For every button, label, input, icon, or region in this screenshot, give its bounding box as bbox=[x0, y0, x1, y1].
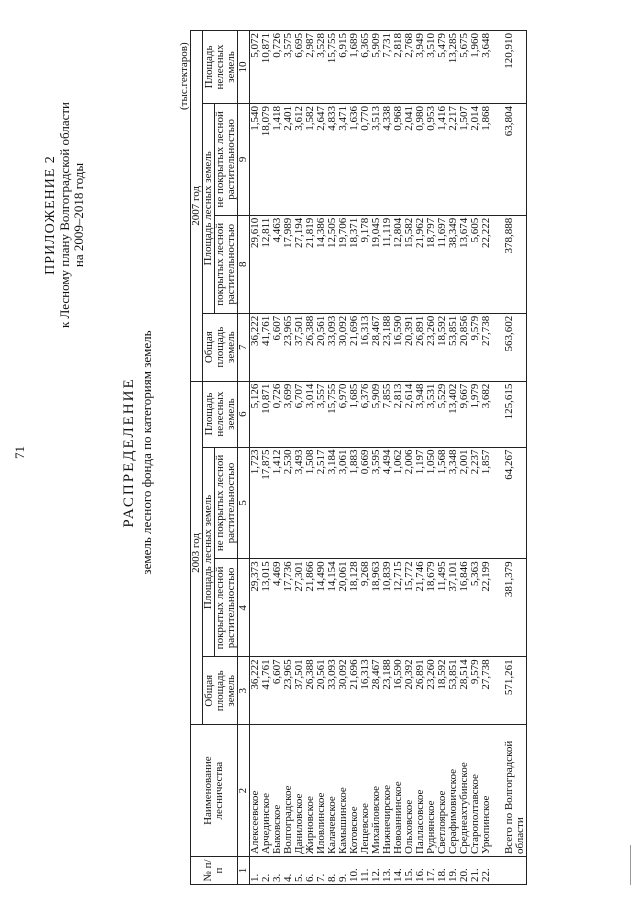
value-cell: 1,197 bbox=[415, 447, 426, 559]
value-cell: 14,154 bbox=[327, 559, 338, 657]
forestry-name: Михайловское bbox=[371, 725, 382, 857]
row-number: 11. bbox=[360, 857, 371, 885]
value-cell: 3,528 bbox=[316, 31, 327, 104]
value-cell: 12,804 bbox=[393, 215, 404, 313]
value-cell: 6,365 bbox=[360, 31, 371, 104]
value-cell: 1,685 bbox=[349, 381, 360, 447]
value-cell: 33,093 bbox=[327, 657, 338, 725]
value-cell: 18,592 bbox=[437, 657, 448, 725]
value-cell: 2,813 bbox=[393, 381, 404, 447]
total-blank bbox=[492, 857, 527, 885]
value-cell: 14,490 bbox=[316, 559, 327, 657]
value-cell: 4,494 bbox=[382, 447, 393, 559]
value-cell: 3,595 bbox=[371, 447, 382, 559]
row-number: 10. bbox=[349, 857, 360, 885]
value-cell: 4,469 bbox=[272, 559, 283, 657]
value-cell: 18,128 bbox=[349, 559, 360, 657]
value-cell: 0,953 bbox=[426, 103, 437, 215]
value-cell: 1,883 bbox=[349, 447, 360, 559]
value-cell: 23,188 bbox=[382, 313, 393, 381]
value-cell: 19,706 bbox=[338, 215, 349, 313]
value-cell: 3,510 bbox=[426, 31, 437, 104]
header-forest-area-2003: Площадь лесных земель bbox=[203, 447, 215, 657]
value-cell: 3,682 bbox=[481, 381, 492, 447]
forestry-name: Палласовское bbox=[415, 725, 426, 857]
column-number: 2 bbox=[238, 725, 250, 857]
forestry-name: Нижнечирское bbox=[382, 725, 393, 857]
header-name: Наименование лесничества bbox=[191, 725, 238, 857]
value-cell: 23,188 bbox=[382, 657, 393, 725]
value-cell: 3,014 bbox=[305, 381, 316, 447]
value-cell: 9,178 bbox=[360, 215, 371, 313]
header-total-area-2003: Общая площадь земель bbox=[203, 657, 238, 725]
total-row bbox=[492, 31, 527, 885]
total-value: 120,910 bbox=[492, 31, 527, 104]
value-cell: 23,260 bbox=[426, 313, 437, 381]
value-cell: 3,513 bbox=[371, 103, 382, 215]
value-cell: 11,495 bbox=[437, 559, 448, 657]
row-number: 1. bbox=[250, 857, 262, 885]
appendix-line-2: на 2009–2018 годы bbox=[71, 162, 86, 268]
total-value: 571,261 bbox=[492, 657, 527, 725]
forestry-name: Старополтавское bbox=[470, 725, 481, 857]
value-cell: 1,508 bbox=[305, 447, 316, 559]
value-cell: 22,222 bbox=[481, 215, 492, 313]
heading-block bbox=[122, 0, 154, 905]
forestry-name: Светлоярское bbox=[437, 725, 448, 857]
value-cell: 16,313 bbox=[360, 657, 371, 725]
row-number: 20. bbox=[459, 857, 470, 885]
value-cell: 18,679 bbox=[426, 559, 437, 657]
value-cell: 0,669 bbox=[360, 447, 371, 559]
value-cell: 36,222 bbox=[250, 313, 262, 381]
value-cell: 12,505 bbox=[327, 215, 338, 313]
value-cell: 1,416 bbox=[437, 103, 448, 215]
value-cell: 33,093 bbox=[327, 313, 338, 381]
units-label: (тыс.гектаров) bbox=[178, 42, 190, 110]
value-cell: 2,530 bbox=[283, 447, 294, 559]
column-number: 6 bbox=[238, 381, 250, 447]
value-cell: 0,980 bbox=[415, 103, 426, 215]
value-cell: 21,746 bbox=[415, 559, 426, 657]
forestry-name: Жирновское bbox=[305, 725, 316, 857]
value-cell: 6,695 bbox=[294, 31, 305, 104]
value-cell: 3,949 bbox=[415, 31, 426, 104]
value-cell: 2,006 bbox=[404, 447, 415, 559]
value-cell: 17,875 bbox=[261, 447, 272, 559]
row-number: 6. bbox=[305, 857, 316, 885]
value-cell: 2,001 bbox=[459, 447, 470, 559]
row-number: 22. bbox=[481, 857, 492, 885]
value-cell: 20,561 bbox=[316, 313, 327, 381]
value-cell: 13,285 bbox=[448, 31, 459, 104]
value-cell: 21,866 bbox=[305, 559, 316, 657]
column-number: 4 bbox=[238, 559, 250, 657]
value-cell: 0,968 bbox=[393, 103, 404, 215]
value-cell: 10,871 bbox=[261, 31, 272, 104]
page-subtitle: земель лесного фонда по категориям земель bbox=[139, 330, 154, 575]
value-cell: 12,811 bbox=[261, 215, 272, 313]
column-number: 10 bbox=[238, 31, 250, 104]
row-number: 18. bbox=[437, 857, 448, 885]
row-number: 17. bbox=[426, 857, 437, 885]
value-cell: 6,376 bbox=[360, 381, 371, 447]
forestry-name: Ольховское bbox=[404, 725, 415, 857]
total-value: 381,379 bbox=[492, 559, 527, 657]
value-cell: 1,868 bbox=[481, 103, 492, 215]
value-cell: 7,731 bbox=[382, 31, 393, 104]
forestry-name: Новоаннинское bbox=[393, 725, 404, 857]
value-cell: 20,391 bbox=[404, 313, 415, 381]
value-cell: 0,726 bbox=[272, 31, 283, 104]
value-cell: 26,891 bbox=[415, 313, 426, 381]
value-cell: 28,467 bbox=[371, 657, 382, 725]
value-cell: 2,517 bbox=[316, 447, 327, 559]
value-cell: 3,557 bbox=[316, 381, 327, 447]
value-cell: 27,301 bbox=[294, 559, 305, 657]
value-cell: 17,736 bbox=[283, 559, 294, 657]
total-label: Всего по Волгоградской области bbox=[492, 725, 527, 857]
value-cell: 15,755 bbox=[327, 31, 338, 104]
value-cell: 27,738 bbox=[481, 313, 492, 381]
value-cell: 1,636 bbox=[349, 103, 360, 215]
value-cell: 1,979 bbox=[470, 381, 481, 447]
value-cell: 5,529 bbox=[437, 381, 448, 447]
value-cell: 3,184 bbox=[327, 447, 338, 559]
row-number: 19. bbox=[448, 857, 459, 885]
column-number: 8 bbox=[238, 215, 250, 313]
value-cell: 15,755 bbox=[327, 381, 338, 447]
value-cell: 1,418 bbox=[272, 103, 283, 215]
value-cell: 1,857 bbox=[481, 447, 492, 559]
value-cell: 18,963 bbox=[371, 559, 382, 657]
value-cell: 1,689 bbox=[349, 31, 360, 104]
table-row bbox=[481, 31, 492, 885]
value-cell: 21,819 bbox=[305, 215, 316, 313]
column-number: 9 bbox=[238, 103, 250, 215]
value-cell: 1,412 bbox=[272, 447, 283, 559]
value-cell: 38,349 bbox=[448, 215, 459, 313]
value-cell: 10,839 bbox=[382, 559, 393, 657]
forestry-name: Урюпинское bbox=[481, 725, 492, 857]
value-cell: 27,738 bbox=[481, 657, 492, 725]
value-cell: 20,561 bbox=[316, 657, 327, 725]
value-cell: 3,699 bbox=[283, 381, 294, 447]
column-number: 1 bbox=[238, 857, 250, 885]
value-cell: 19,045 bbox=[371, 215, 382, 313]
value-cell: 37,101 bbox=[448, 559, 459, 657]
row-number: 5. bbox=[294, 857, 305, 885]
header-nonforest-2003: Площадь нелесных земель bbox=[203, 381, 238, 447]
value-cell: 6,607 bbox=[272, 657, 283, 725]
value-cell: 4,833 bbox=[327, 103, 338, 215]
forestry-name: Калачевское bbox=[327, 725, 338, 857]
value-cell: 3,471 bbox=[338, 103, 349, 215]
row-number: 16. bbox=[415, 857, 426, 885]
total-value: 125,615 bbox=[492, 381, 527, 447]
row-number: 7. bbox=[316, 857, 327, 885]
value-cell: 2,401 bbox=[283, 103, 294, 215]
value-cell: 2,217 bbox=[448, 103, 459, 215]
value-cell: 20,061 bbox=[338, 559, 349, 657]
value-cell: 1,507 bbox=[459, 103, 470, 215]
value-cell: 13,402 bbox=[448, 381, 459, 447]
value-cell: 5,909 bbox=[371, 381, 382, 447]
header-not-covered-2003: не покрытых лесной растительностью bbox=[215, 447, 238, 559]
value-cell: 2,987 bbox=[305, 31, 316, 104]
value-cell: 21,962 bbox=[415, 215, 426, 313]
value-cell: 3,948 bbox=[415, 381, 426, 447]
header-no: № п/п bbox=[191, 857, 238, 885]
value-cell: 3,531 bbox=[426, 381, 437, 447]
value-cell: 1,723 bbox=[250, 447, 262, 559]
value-cell: 18,371 bbox=[349, 215, 360, 313]
value-cell: 4,338 bbox=[382, 103, 393, 215]
page-title: РАСПРЕДЕЛЕНИЕ bbox=[121, 377, 137, 528]
value-cell: 1,582 bbox=[305, 103, 316, 215]
value-cell: 10,871 bbox=[261, 381, 272, 447]
total-value: 64,267 bbox=[492, 447, 527, 559]
row-number: 21. bbox=[470, 857, 481, 885]
value-cell: 14,386 bbox=[316, 215, 327, 313]
appendix-line-1: к Лесному плану Волгоградской области bbox=[57, 101, 72, 329]
value-cell: 20,392 bbox=[404, 657, 415, 725]
value-cell: 23,260 bbox=[426, 657, 437, 725]
total-value: 563,602 bbox=[492, 313, 527, 381]
value-cell: 15,582 bbox=[404, 215, 415, 313]
value-cell: 9,579 bbox=[470, 657, 481, 725]
value-cell: 9,579 bbox=[470, 313, 481, 381]
value-cell: 23,965 bbox=[283, 657, 294, 725]
forest-land-table bbox=[190, 30, 527, 885]
total-value: 378,888 bbox=[492, 215, 527, 313]
row-number: 4. bbox=[283, 857, 294, 885]
value-cell: 7,855 bbox=[382, 381, 393, 447]
header-forest-area-2007: Площадь лесных земель bbox=[203, 103, 215, 313]
row-number: 9. bbox=[338, 857, 349, 885]
value-cell: 28,514 bbox=[459, 657, 470, 725]
header-not-covered-2007: не покрытых лесной растительностью bbox=[215, 103, 238, 215]
forestry-name: Алексеевское bbox=[250, 725, 262, 857]
value-cell: 29,610 bbox=[250, 215, 262, 313]
value-cell: 53,851 bbox=[448, 657, 459, 725]
value-cell: 18,797 bbox=[426, 215, 437, 313]
page-number: 71 bbox=[12, 446, 27, 459]
value-cell: 22,199 bbox=[481, 559, 492, 657]
column-number: 7 bbox=[238, 313, 250, 381]
value-cell: 6,970 bbox=[338, 381, 349, 447]
value-cell: 1,062 bbox=[393, 447, 404, 559]
value-cell: 3,348 bbox=[448, 447, 459, 559]
forestry-name: Серафимовичское bbox=[448, 725, 459, 857]
value-cell: 3,648 bbox=[481, 31, 492, 104]
forestry-name: Волгоградское bbox=[283, 725, 294, 857]
value-cell: 5,479 bbox=[437, 31, 448, 104]
value-cell: 20,856 bbox=[459, 313, 470, 381]
value-cell: 18,592 bbox=[437, 313, 448, 381]
value-cell: 3,493 bbox=[294, 447, 305, 559]
value-cell: 23,965 bbox=[283, 313, 294, 381]
value-cell: 2,768 bbox=[404, 31, 415, 104]
value-cell: 37,501 bbox=[294, 313, 305, 381]
header-total-area-2007: Общая площадь земель bbox=[203, 313, 238, 381]
column-number: 3 bbox=[238, 657, 250, 725]
header-nonforest-2007: Площадь нелесных земель bbox=[203, 31, 238, 104]
value-cell: 36,222 bbox=[250, 657, 262, 725]
appendix-title: ПРИЛОЖЕНИЕ 2 bbox=[43, 155, 58, 275]
divider bbox=[630, 845, 631, 885]
value-cell: 27,194 bbox=[294, 215, 305, 313]
value-cell: 0,770 bbox=[360, 103, 371, 215]
row-number: 12. bbox=[371, 857, 382, 885]
value-cell: 21,696 bbox=[349, 657, 360, 725]
value-cell: 18,079 bbox=[261, 103, 272, 215]
appendix-block bbox=[44, 45, 86, 385]
value-cell: 6,607 bbox=[272, 313, 283, 381]
value-cell: 30,092 bbox=[338, 313, 349, 381]
row-number: 2. bbox=[261, 857, 272, 885]
value-cell: 16,313 bbox=[360, 313, 371, 381]
value-cell: 37,501 bbox=[294, 657, 305, 725]
header-2003: 2003 год bbox=[191, 381, 203, 725]
value-cell: 2,647 bbox=[316, 103, 327, 215]
column-number: 5 bbox=[238, 447, 250, 559]
value-cell: 16,846 bbox=[459, 559, 470, 657]
header-covered-2007: покрытых лесной растительностью bbox=[215, 215, 238, 313]
value-cell: 26,388 bbox=[305, 657, 316, 725]
row-number: 15. bbox=[404, 857, 415, 885]
header-2007: 2007 год bbox=[191, 31, 203, 382]
forestry-name: Иловлинское bbox=[316, 725, 327, 857]
value-cell: 29,373 bbox=[250, 559, 262, 657]
value-cell: 0,726 bbox=[272, 381, 283, 447]
value-cell: 6,915 bbox=[338, 31, 349, 104]
table-body bbox=[250, 31, 527, 885]
row-number: 14. bbox=[393, 857, 404, 885]
value-cell: 1,050 bbox=[426, 447, 437, 559]
value-cell: 2,014 bbox=[470, 103, 481, 215]
value-cell: 41,761 bbox=[261, 313, 272, 381]
value-cell: 53,851 bbox=[448, 313, 459, 381]
value-cell: 26,388 bbox=[305, 313, 316, 381]
value-cell: 5,072 bbox=[250, 31, 262, 104]
value-cell: 6,707 bbox=[294, 381, 305, 447]
total-value: 63,804 bbox=[492, 103, 527, 215]
value-cell: 2,041 bbox=[404, 103, 415, 215]
value-cell: 2,614 bbox=[404, 381, 415, 447]
value-cell: 1,960 bbox=[470, 31, 481, 104]
value-cell: 2,237 bbox=[470, 447, 481, 559]
row-number: 3. bbox=[272, 857, 283, 885]
forestry-name: Камышинское bbox=[338, 725, 349, 857]
forestry-name: Арчединское bbox=[261, 725, 272, 857]
value-cell: 28,467 bbox=[371, 313, 382, 381]
value-cell: 9,268 bbox=[360, 559, 371, 657]
column-numbers-row bbox=[238, 31, 250, 885]
forestry-name: Среднеахтубинское bbox=[459, 725, 470, 857]
row-number: 13. bbox=[382, 857, 393, 885]
value-cell: 1,540 bbox=[250, 103, 262, 215]
value-cell: 13,674 bbox=[459, 215, 470, 313]
value-cell: 3,612 bbox=[294, 103, 305, 215]
value-cell: 30,092 bbox=[338, 657, 349, 725]
value-cell: 5,675 bbox=[459, 31, 470, 104]
value-cell: 21,696 bbox=[349, 313, 360, 381]
header-covered-2003: покрытых лесной растительностью bbox=[215, 559, 238, 657]
value-cell: 13,015 bbox=[261, 559, 272, 657]
value-cell: 16,590 bbox=[393, 313, 404, 381]
value-cell: 3,575 bbox=[283, 31, 294, 104]
value-cell: 17,989 bbox=[283, 215, 294, 313]
value-cell: 5,605 bbox=[470, 215, 481, 313]
forestry-name: Даниловское bbox=[294, 725, 305, 857]
value-cell: 5,909 bbox=[371, 31, 382, 104]
forestry-name: Быковское bbox=[272, 725, 283, 857]
value-cell: 11,119 bbox=[382, 215, 393, 313]
value-cell: 12,715 bbox=[393, 559, 404, 657]
value-cell: 15,772 bbox=[404, 559, 415, 657]
value-cell: 16,590 bbox=[393, 657, 404, 725]
row-number: 8. bbox=[327, 857, 338, 885]
value-cell: 26,891 bbox=[415, 657, 426, 725]
forestry-name: Котовское bbox=[349, 725, 360, 857]
value-cell: 11,697 bbox=[437, 215, 448, 313]
value-cell: 1,568 bbox=[437, 447, 448, 559]
value-cell: 9,667 bbox=[459, 381, 470, 447]
value-cell: 5,363 bbox=[470, 559, 481, 657]
value-cell: 4,463 bbox=[272, 215, 283, 313]
forestry-name: Лещевское bbox=[360, 725, 371, 857]
value-cell: 2,818 bbox=[393, 31, 404, 104]
value-cell: 5,126 bbox=[250, 381, 262, 447]
value-cell: 41,761 bbox=[261, 657, 272, 725]
value-cell: 3,061 bbox=[338, 447, 349, 559]
forestry-name: Руднянское bbox=[426, 725, 437, 857]
